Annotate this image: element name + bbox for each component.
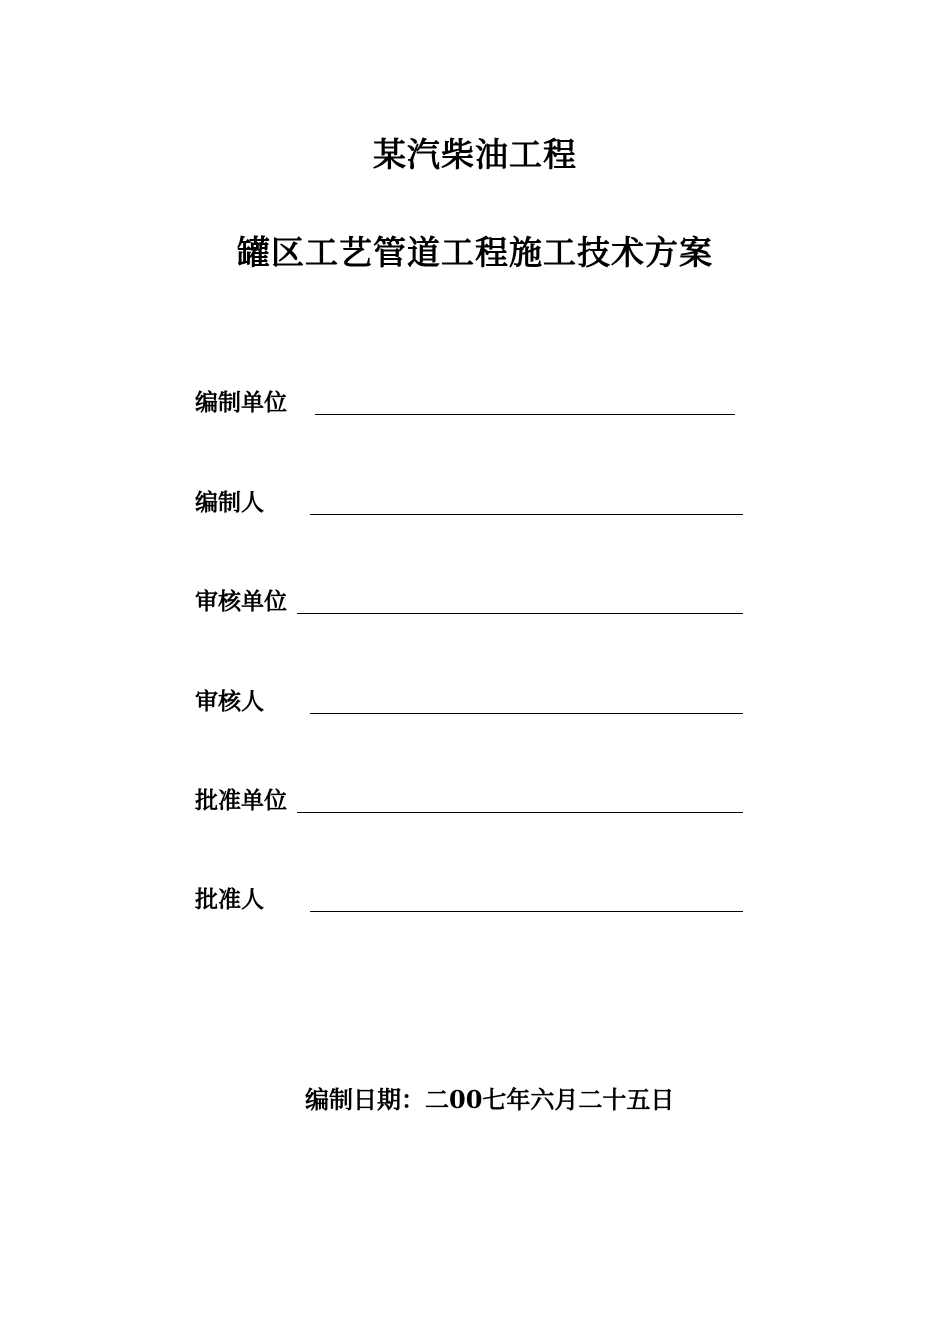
field-blank-reviewer (310, 713, 743, 714)
field-label-compile-unit: 编制单位 (195, 389, 287, 416)
field-approver (195, 885, 755, 919)
field-review-unit (195, 587, 755, 621)
project-title: 某汽柴油工程 (373, 135, 577, 174)
field-compile-unit (195, 388, 755, 422)
field-label-reviewer: 审核人 (195, 688, 264, 715)
field-compiler (195, 488, 755, 522)
document-title: 罐区工艺管道工程施工技术方案 (237, 233, 713, 272)
field-blank-compile-unit (315, 414, 735, 415)
field-blank-compiler (310, 514, 743, 515)
compile-date: 编制日期：二00七年六月二十五日 (305, 1085, 675, 1114)
field-approval-unit (195, 786, 755, 820)
field-label-approver: 批准人 (195, 886, 264, 913)
field-label-compiler: 编制人 (195, 489, 264, 516)
field-blank-approver (310, 911, 743, 912)
field-label-review-unit: 审核单位 (195, 588, 287, 615)
field-blank-approval-unit (297, 812, 743, 813)
field-label-approval-unit: 批准单位 (195, 787, 287, 814)
field-reviewer (195, 687, 755, 721)
field-blank-review-unit (297, 613, 743, 614)
